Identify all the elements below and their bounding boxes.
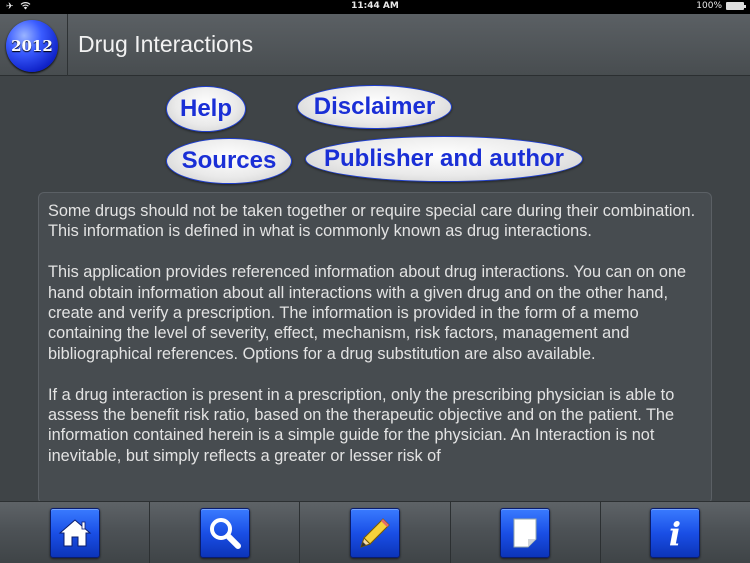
- app-logo: [6, 20, 58, 72]
- status-time: 11:44 AM: [351, 1, 399, 11]
- page-title: Drug Interactions: [78, 31, 254, 57]
- info-icon[interactable]: [650, 508, 700, 558]
- home-icon[interactable]: [50, 508, 100, 558]
- battery-icon: [726, 2, 744, 10]
- svg-text:i: i: [669, 515, 682, 551]
- tab-search[interactable]: [150, 502, 300, 563]
- publisher-author-button[interactable]: Publisher and author: [305, 136, 583, 182]
- pencil-icon[interactable]: [350, 508, 400, 558]
- paragraph-prescription: If a drug interaction is present in a prescription, only the prescribing physician is able to assess the benefit risk ratio, based on the therapeutic objective and on the patient. The information contained herein is a simple guide for the physician. An Interaction is not inevitable, but simply reflects a greater or lesser risk of: [48, 385, 675, 465]
- sources-button[interactable]: Sources: [166, 138, 292, 184]
- paragraph-application: This application provides referenced information about drug interactions. You can on one hand obtain information about all interactions with a given drug and on the other hand, create and verify a prescription. The information is provided in the form of a memo containing the level of severity, effect, mechanism, risk factors, management and bibliographical references. Options for a drug substitution are also available.: [48, 263, 687, 363]
- help-button[interactable]: Help: [166, 86, 246, 132]
- search-icon[interactable]: [200, 508, 250, 558]
- header-divider: [67, 14, 68, 76]
- info-text-panel[interactable]: [38, 192, 712, 504]
- status-bar: [0, 0, 750, 14]
- tab-bar: [0, 501, 750, 563]
- airplane-icon: ✈: [6, 2, 14, 12]
- tab-notes[interactable]: [451, 502, 601, 563]
- logo-text: 2012: [11, 37, 53, 55]
- disclaimer-button[interactable]: Disclaimer: [297, 85, 452, 129]
- note-icon[interactable]: [500, 508, 550, 558]
- tab-prescription[interactable]: [300, 502, 450, 563]
- battery-percent: 100%: [696, 1, 722, 11]
- paragraph-intro: Some drugs should not be taken together or require special care during their combination. This information is defined in what is commonly known as drug interactions.: [48, 202, 696, 241]
- tab-home[interactable]: [0, 502, 150, 563]
- app-header: [0, 14, 750, 76]
- tab-info[interactable]: [601, 502, 750, 563]
